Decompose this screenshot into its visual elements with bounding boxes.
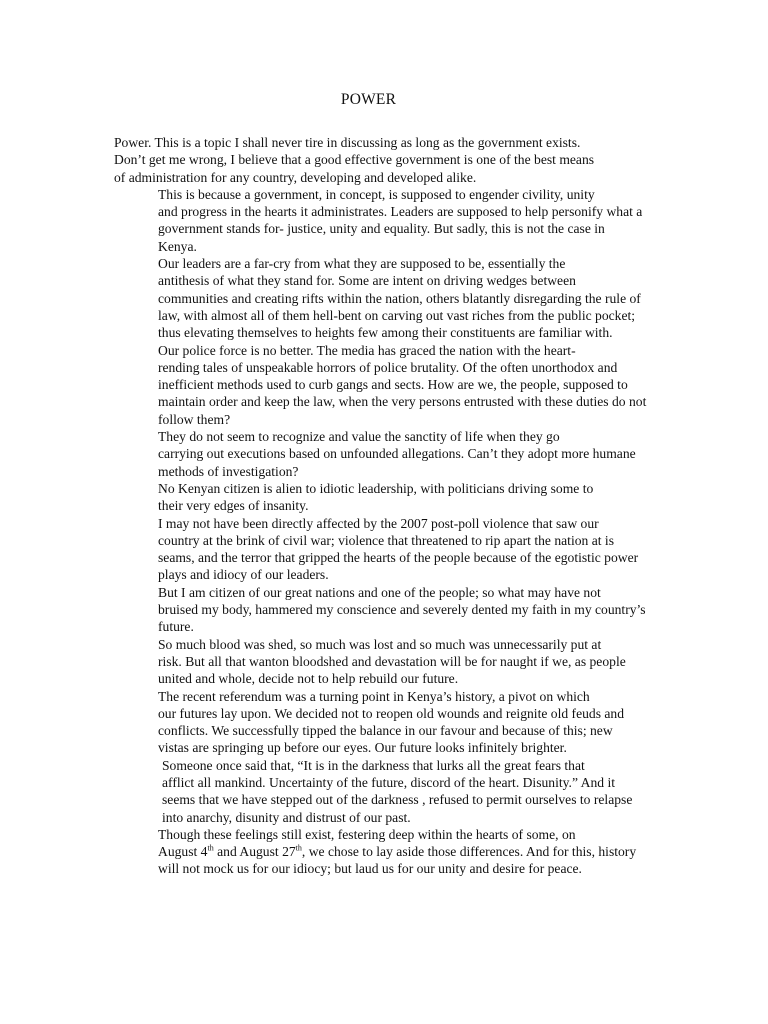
text-line: future. — [158, 619, 194, 635]
text-line: Our leaders are a far-cry from what they are supposed to be, essentially the — [158, 256, 566, 272]
text-line: But I am citizen of our great nations and one of the people; so what may have not — [158, 584, 601, 600]
text-line: antithesis of what they stand for. Some are intent on driving wedges between — [158, 273, 576, 289]
text-line: risk. But all that wanton bloodshed and devastation will be for naught if we, as people — [158, 653, 626, 669]
text-line: carrying out executions based on unfounded allegations. Can’t they adopt more humane — [158, 446, 636, 462]
superscript: th — [207, 843, 214, 853]
text-line: united and whole, decide not to help rebuild our future. — [158, 671, 459, 687]
text-line: into anarchy, disunity and distrust of our past. — [162, 809, 411, 825]
text-line: So much blood was shed, so much was lost and so much was unnecessarily put at — [158, 636, 602, 652]
text-line: maintain order and keep the law, when the very persons entrusted with these duties do not — [158, 394, 647, 410]
text-line: afflict all mankind. Uncertainty of the future, discord of the heart. Disunity.” And it — [162, 774, 616, 790]
paragraph-list — [114, 134, 659, 826]
text-line: follow them? — [158, 411, 231, 427]
text-line: The recent referendum was a turning point in Kenya’s history, a pivot on which — [158, 688, 590, 704]
paragraph — [114, 584, 659, 636]
text-line: communities and creating rifts within the nation, others blatantly disregarding the rule of — [158, 290, 641, 306]
text-line: law, with almost all of them hell-bent on carving out vast riches from the public pocket; — [158, 307, 636, 323]
paragraph — [114, 428, 659, 480]
text-line: bruised my body, hammered my conscience and severely dented my faith in my country’s — [158, 602, 646, 618]
text-line: Kenya. — [158, 238, 197, 254]
paragraph — [114, 342, 659, 428]
paragraph — [114, 636, 659, 688]
text-line: methods of investigation? — [158, 463, 299, 479]
text-line: Someone once said that, “It is in the darkness that lurks all the great fears that — [162, 757, 585, 773]
text-line: Power. This is a topic I shall never tire in discussing as long as the government exists. — [114, 135, 581, 150]
paragraph — [114, 186, 659, 255]
document-body — [114, 134, 659, 878]
text-line: thus elevating themselves to heights few among their constituents are familiar with. — [158, 325, 613, 341]
text-line: will not mock us for our idiocy; but laud us for our unity and desire for peace. — [158, 861, 582, 877]
text-line: seems that we have stepped out of the darkness , refused to permit ourselves to relapse — [162, 792, 633, 808]
text-fragment: and August 27 — [213, 844, 296, 860]
text-line: country at the brink of civil war; violence that threatened to rip apart the nation at is — [158, 532, 614, 548]
text-fragment: August 4 — [158, 844, 208, 860]
text-line: Don’t get me wrong, I believe that a good effective government is one of the best means — [114, 152, 595, 168]
text-line: They do not seem to recognize and value the sanctity of life when they go — [158, 429, 560, 445]
text-line: rending tales of unspeakable horrors of police brutality. Of the often unorthodox and — [158, 359, 618, 375]
paragraph — [114, 688, 659, 757]
document-title: POWER — [340, 91, 397, 108]
text-line: of administration for any country, developing and developed alike. — [114, 169, 477, 185]
text-line: inefficient methods used to curb gangs and sects. How are we, the people, supposed to — [158, 377, 628, 393]
paragraph-final — [114, 826, 659, 878]
superscript: th — [295, 843, 302, 853]
text-line-with-superscripts — [114, 843, 659, 860]
text-line: This is because a government, in concept, is supposed to engender civility, unity — [158, 186, 595, 202]
paragraph — [114, 255, 659, 341]
paragraph — [114, 515, 659, 584]
text-line: Though these feelings still exist, festering deep within the hearts of some, on — [158, 826, 576, 842]
text-line: our futures lay upon. We decided not to reopen old wounds and reignite old feuds and — [158, 705, 625, 721]
text-fragment: , we chose to lay aside those differences. And for this, history — [301, 844, 637, 860]
text-line: No Kenyan citizen is alien to idiotic leadership, with politicians driving some to — [158, 480, 594, 496]
text-line: vistas are springing up before our eyes. Our future looks infinitely brighter. — [158, 740, 567, 756]
text-line: plays and idiocy of our leaders. — [158, 567, 329, 583]
paragraph — [114, 757, 659, 826]
paragraph — [114, 134, 659, 186]
text-line: government stands for- justice, unity and equality. But sadly, this is not the case in — [158, 221, 605, 237]
text-line: conflicts. We successfully tipped the balance in our favour and because of this; new — [158, 723, 613, 739]
text-line: I may not have been directly affected by the 2007 post-poll violence that saw our — [158, 515, 599, 531]
text-line: seams, and the terror that gripped the hearts of the people because of the egotistic power — [158, 550, 639, 566]
text-line: Our police force is no better. The media has graced the nation with the heart- — [158, 342, 576, 358]
text-line: their very edges of insanity. — [158, 498, 309, 514]
text-line: and progress in the hearts it administrates. Leaders are supposed to help personify what a — [158, 204, 643, 220]
paragraph — [114, 480, 659, 515]
